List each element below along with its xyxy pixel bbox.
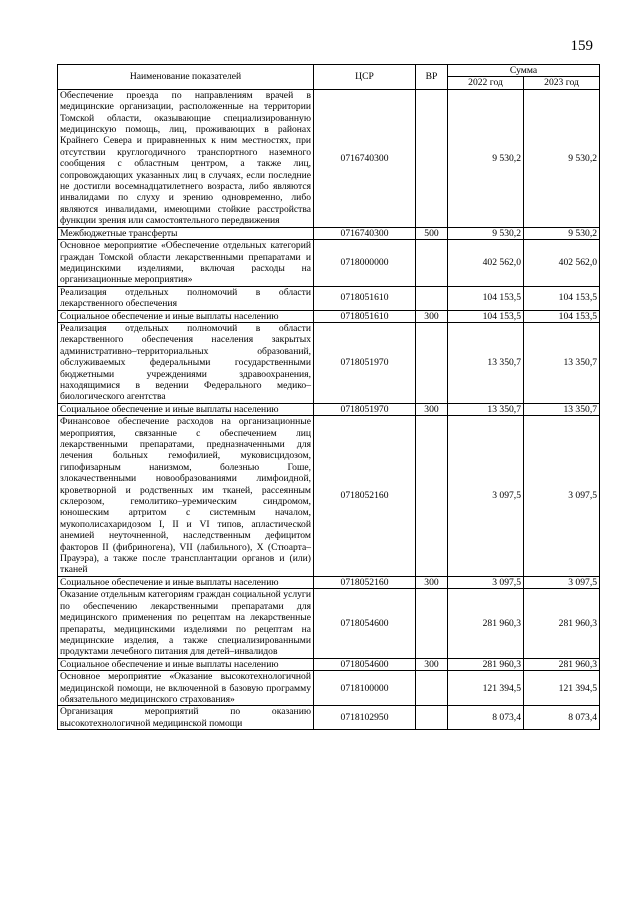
cell-2023: 121 394,5	[524, 671, 600, 706]
table-row	[58, 403, 600, 415]
cell-csr: 0718000000	[314, 240, 416, 287]
cell-2023: 8 073,4	[524, 706, 600, 730]
cell-vr	[416, 89, 448, 227]
cell-name: Основное мероприятие «Обеспечение отдельных категорий граждан Томской области лекарственными препаратами и медицинскими изделиями, включая расходы на организационные мероприятия»	[58, 240, 314, 287]
table-row	[58, 322, 600, 403]
cell-2022: 104 153,5	[448, 310, 524, 322]
cell-vr	[416, 322, 448, 403]
cell-2023: 9 530,2	[524, 89, 600, 227]
cell-vr: 300	[416, 310, 448, 322]
cell-2022: 281 960,3	[448, 658, 524, 670]
cell-2022: 3 097,5	[448, 416, 524, 577]
cell-csr: 0718051610	[314, 286, 416, 310]
cell-2022: 9 530,2	[448, 227, 524, 239]
cell-2023: 402 562,0	[524, 240, 600, 287]
cell-2023: 104 153,5	[524, 310, 600, 322]
cell-csr: 0716740300	[314, 89, 416, 227]
cell-2022: 3 097,5	[448, 576, 524, 588]
cell-2022: 281 960,3	[448, 589, 524, 658]
header-name: Наименование показателей	[58, 65, 314, 90]
cell-name: Организация мероприятий по оказанию высокотехнологичной медицинской помощи	[58, 706, 314, 730]
cell-csr: 0718102950	[314, 706, 416, 730]
table-row	[58, 706, 600, 730]
cell-2022: 121 394,5	[448, 671, 524, 706]
header-csr: ЦСР	[314, 65, 416, 90]
cell-vr	[416, 706, 448, 730]
cell-2022: 9 530,2	[448, 89, 524, 227]
cell-2022: 13 350,7	[448, 403, 524, 415]
cell-name: Межбюджетные трансферты	[58, 227, 314, 239]
table-row	[58, 310, 600, 322]
header-2022: 2022 год	[448, 77, 524, 89]
cell-2023: 9 530,2	[524, 227, 600, 239]
cell-2023: 13 350,7	[524, 403, 600, 415]
budget-table	[57, 64, 600, 730]
cell-name: Реализация отдельных полномочий в области лекарственного обеспечения населения закрытых административно–территориальных образований, обслуживаемых федеральными государственными бюджетными учреждениями здравоохранения, находящимися в ведении Федерального медико–биологического агентства	[58, 322, 314, 403]
cell-vr: 500	[416, 227, 448, 239]
cell-name: Основное мероприятие «Оказание высокотехнологичной медицинской помощи, не включенной в базовую программу обязательного медицинского страхования»	[58, 671, 314, 706]
header-sum: Сумма	[448, 65, 600, 77]
cell-2022: 8 073,4	[448, 706, 524, 730]
cell-csr: 0718051610	[314, 310, 416, 322]
cell-2023: 281 960,3	[524, 589, 600, 658]
cell-name: Реализация отдельных полномочий в области лекарственного обеспечения	[58, 286, 314, 310]
table-row	[58, 89, 600, 227]
table-row	[58, 227, 600, 239]
cell-csr: 0718054600	[314, 589, 416, 658]
cell-2023: 3 097,5	[524, 416, 600, 577]
table-row	[58, 416, 600, 577]
cell-vr	[416, 286, 448, 310]
cell-name: Социальное обеспечение и иные выплаты населению	[58, 310, 314, 322]
table-row	[58, 240, 600, 287]
cell-2022: 104 153,5	[448, 286, 524, 310]
cell-vr	[416, 240, 448, 287]
header-vr: ВР	[416, 65, 448, 90]
page-number: 159	[570, 38, 593, 54]
cell-csr: 0718051970	[314, 322, 416, 403]
header-2023: 2023 год	[524, 77, 600, 89]
cell-csr: 0718052160	[314, 576, 416, 588]
table-row	[58, 576, 600, 588]
cell-name: Обеспечение проезда по направлениям врачей в медицинские организации, расположенные на территории Томской области, оказывающие специализированную медицинскую помощь, лиц, проживающих в районах Крайнего Севера и приравненных к ним местностях, при отсутствии круглогодичного транспортного наземного сообщения с областным центром, а также лиц, сопровождающих указанных лиц в случаях, если последние не достигли восемнадцатилетнего возраста, либо являются инвалидами по слуху и зрению одновременно, либо являются инвалидами, имеющими стойкие расстройства функции зрения или самостоятельного передвижения	[58, 89, 314, 227]
table-row	[58, 286, 600, 310]
cell-name: Социальное обеспечение и иные выплаты населению	[58, 576, 314, 588]
cell-vr: 300	[416, 403, 448, 415]
cell-csr: 0718052160	[314, 416, 416, 577]
cell-vr	[416, 416, 448, 577]
cell-2023: 281 960,3	[524, 658, 600, 670]
cell-name: Социальное обеспечение и иные выплаты населению	[58, 403, 314, 415]
cell-name: Социальное обеспечение и иные выплаты населению	[58, 658, 314, 670]
table-row	[58, 671, 600, 706]
cell-csr: 0716740300	[314, 227, 416, 239]
cell-2022: 402 562,0	[448, 240, 524, 287]
cell-name: Финансовое обеспечение расходов на организационные мероприятия, связанные с обеспечением лиц лекарственными препаратами, предназначенными для лечения больных гемофилией, муковисцидозом, гипофизарным нанизмом, болезнью Гоше, злокачественными новообразованиями лимфоидной, кроветворной и родственных им тканей, рассеянным склерозом, гемолитико–уремическим синдромом, юношеским артритом с системным началом, мукополисахаридозом I, II и VI типов, апластической анемией неуточненной, наследственным дефицитом факторов II (фибриногена), VII (лабильного), X (Стюарта–Прауэра), а также после трансплантации органов и (или) тканей	[58, 416, 314, 577]
table-row	[58, 658, 600, 670]
table-row	[58, 589, 600, 658]
cell-2023: 13 350,7	[524, 322, 600, 403]
cell-vr: 300	[416, 576, 448, 588]
cell-csr: 0718054600	[314, 658, 416, 670]
cell-csr: 0718100000	[314, 671, 416, 706]
cell-2023: 104 153,5	[524, 286, 600, 310]
cell-2022: 13 350,7	[448, 322, 524, 403]
cell-2023: 3 097,5	[524, 576, 600, 588]
cell-vr	[416, 589, 448, 658]
cell-vr: 300	[416, 658, 448, 670]
cell-csr: 0718051970	[314, 403, 416, 415]
cell-vr	[416, 671, 448, 706]
cell-name: Оказание отдельным категориям граждан социальной услуги по обеспечению лекарственными препаратами для медицинского применения по рецептам на лекарственные препараты, медицинскими изделиями по рецептам на медицинские изделия, а также специализированными продуктами лечебного питания для детей–инвалидов	[58, 589, 314, 658]
